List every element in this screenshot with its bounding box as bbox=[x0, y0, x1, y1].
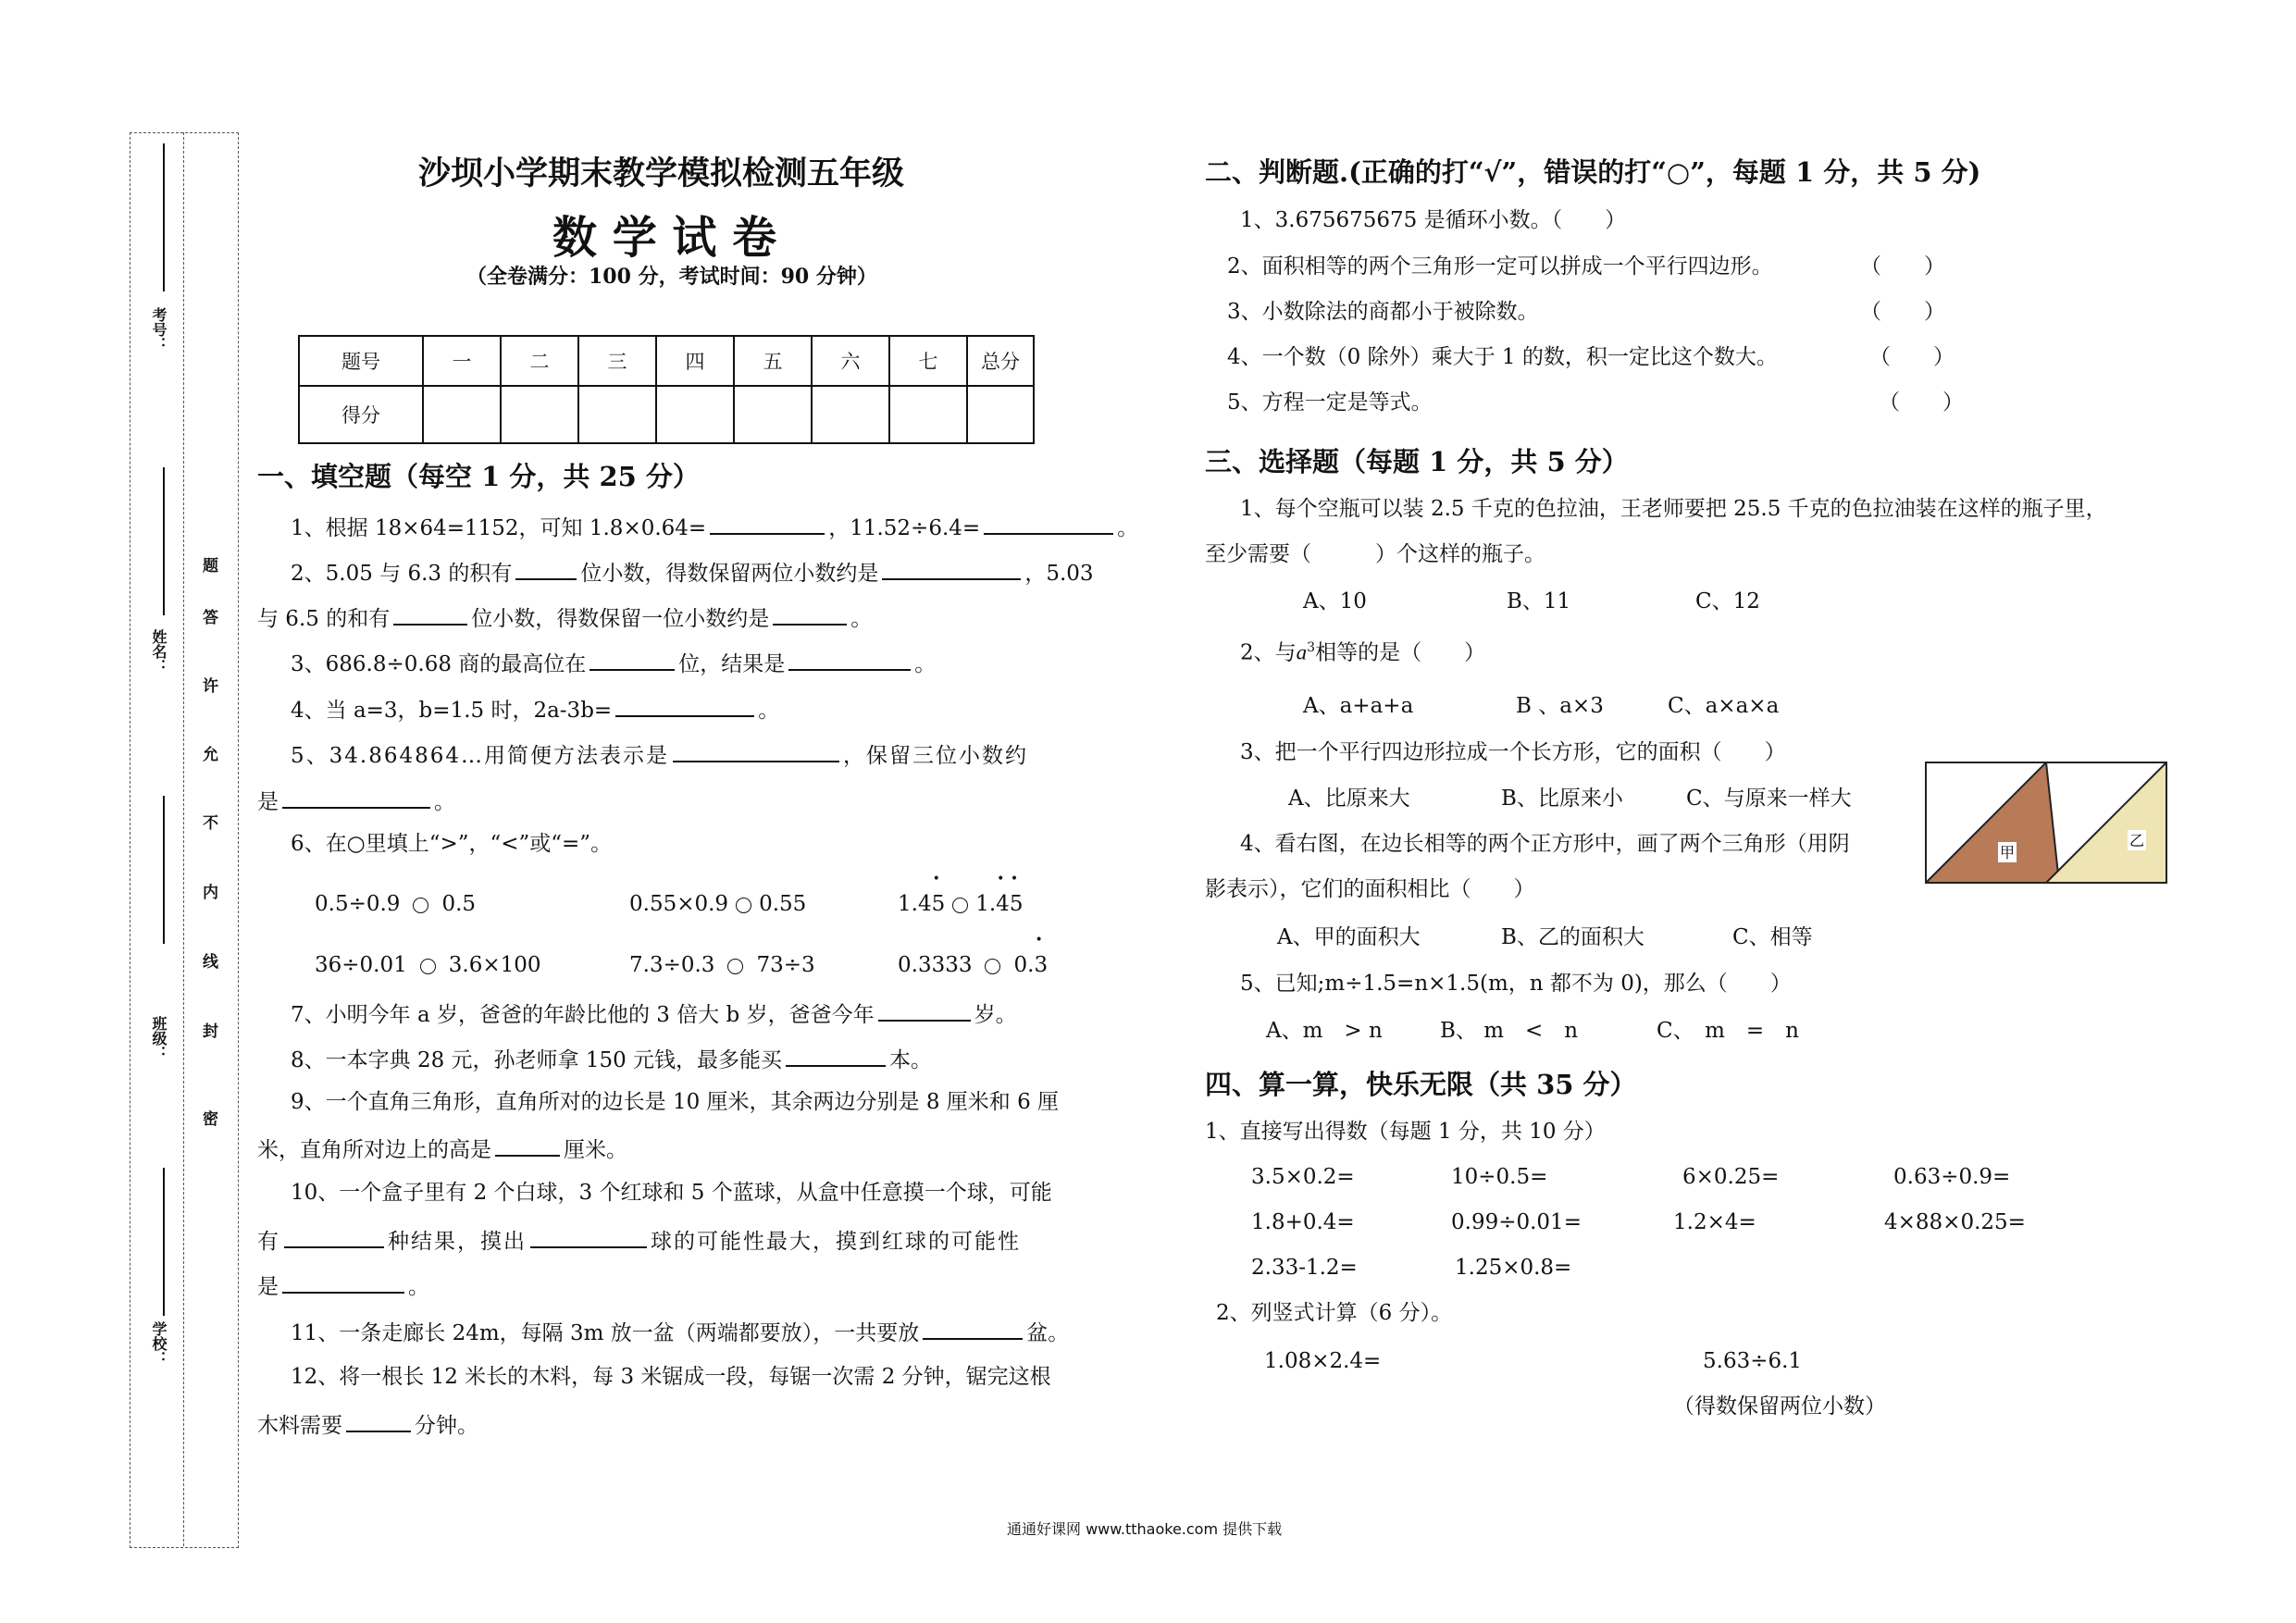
seal-char: 题 bbox=[199, 557, 217, 573]
choice-question-3: 3、把一个平行四边形拉成一个长方形，它的面积（ ） bbox=[1240, 740, 1786, 764]
choice-option[interactable]: C、12 bbox=[1695, 589, 1760, 613]
binding-fold-line bbox=[183, 132, 240, 1546]
paper-subtitle: （全卷满分：100 分，考试时间：90 分钟） bbox=[466, 265, 877, 289]
text: 0.5 bbox=[441, 892, 477, 916]
judge-item: 3、小数除法的商都小于被除数。 bbox=[1227, 300, 1539, 324]
text: 7、小明今年 a 岁，爸爸的年龄比他的 3 倍大 b 岁，爸爸今年 bbox=[291, 1003, 875, 1027]
score-table-header-row bbox=[299, 336, 1034, 386]
school-title: 沙坝小学期末教学模拟检测五年级 bbox=[418, 155, 905, 192]
choice-option[interactable]: A、10 bbox=[1303, 589, 1367, 613]
choice-question-4-cont: 影表示），它们的面积相比（ ） bbox=[1205, 877, 1535, 901]
table-header: 三 bbox=[578, 336, 656, 386]
question-1-8 bbox=[291, 1045, 932, 1072]
text: 是 bbox=[257, 1275, 279, 1299]
choice-option[interactable]: A、a+a+a bbox=[1303, 694, 1414, 718]
choice-option[interactable]: B、比原来小 bbox=[1501, 787, 1623, 811]
calc-item: 10÷0.5= bbox=[1451, 1165, 1548, 1189]
seal-char: 不 bbox=[199, 814, 217, 830]
seal-char: 封 bbox=[199, 1022, 217, 1038]
paper-title: 数 学 试 卷 bbox=[552, 212, 777, 264]
choice-question-2 bbox=[1240, 640, 1485, 665]
text: 分钟。 bbox=[415, 1414, 478, 1438]
text: 73÷3 bbox=[756, 953, 815, 977]
choice-question-5: 5、已知;m÷1.5=n×1.5(m，n 都不为 0)，那么（ ） bbox=[1240, 972, 1792, 996]
seal-char: 线 bbox=[199, 953, 217, 969]
answer-blank[interactable] bbox=[788, 649, 911, 671]
judge-item: 2、面积相等的两个三角形一定可以拼成一个平行四边形。 bbox=[1227, 254, 1773, 279]
footer-credit: 通通好课网 www.tthaoke.com 提供下载 bbox=[1007, 1520, 1283, 1538]
text: 11、一条走廊长 24m，每隔 3m 放一盆（两端都要放），一共要放 bbox=[291, 1321, 920, 1345]
text: 0.3333 bbox=[898, 953, 973, 977]
compare-circle[interactable] bbox=[952, 898, 968, 913]
table-header: 总分 bbox=[967, 336, 1034, 386]
choice-option[interactable]: A、甲的面积大 bbox=[1277, 925, 1421, 949]
question-1-12: 12、将一根长 12 米长的木料，每 3 米锯成一段，每锯一次需 2 分钟，锯完这根 bbox=[291, 1365, 1051, 1389]
table-header: 题号 bbox=[299, 336, 423, 386]
answer-blank[interactable] bbox=[393, 603, 467, 626]
text: 3.6×100 bbox=[448, 953, 541, 977]
calc-item: 2.33-1.2= bbox=[1251, 1256, 1358, 1280]
text: ，保留三位小数约 bbox=[843, 744, 1029, 768]
text: 2、与 bbox=[1240, 640, 1297, 665]
compare-item bbox=[629, 892, 806, 916]
text: 球的可能性最大，摸到红球的可能性 bbox=[651, 1230, 1021, 1254]
variable: a bbox=[1296, 640, 1308, 664]
text: ，5.03 bbox=[1024, 562, 1094, 586]
calc-item: 0.99÷0.01= bbox=[1451, 1210, 1582, 1234]
compare-circle[interactable] bbox=[736, 898, 751, 913]
vertical-calc-2: 5.63÷6.1 bbox=[1703, 1349, 1803, 1373]
seal-char: 许 bbox=[199, 677, 217, 693]
choice-option[interactable]: B 、a×3 bbox=[1516, 694, 1604, 718]
text: 。 bbox=[408, 1275, 429, 1299]
score-cell[interactable] bbox=[967, 386, 1034, 443]
text: 3、686.8÷0.68 商的最高位在 bbox=[291, 652, 587, 676]
score-cell[interactable] bbox=[656, 386, 734, 443]
text: 7.3÷0.3 bbox=[629, 953, 715, 977]
calc-item: 1.2×4= bbox=[1673, 1210, 1756, 1234]
question-1-6: 6、在○里填上“>”，“<”或“=”。 bbox=[291, 832, 613, 856]
text: 位小数，得数保留一位小数约是 bbox=[471, 607, 770, 631]
name-field[interactable] bbox=[163, 467, 165, 615]
calc-item: 6×0.25= bbox=[1682, 1165, 1780, 1189]
answer-blank[interactable] bbox=[673, 740, 839, 762]
score-cell[interactable] bbox=[812, 386, 889, 443]
question-1-1 bbox=[291, 513, 1138, 540]
text: 与 6.5 的和有 bbox=[257, 607, 391, 631]
text: 厘米。 bbox=[564, 1138, 627, 1162]
judge-item: 5、方程一定是等式。 bbox=[1227, 390, 1433, 415]
text: 1. bbox=[975, 892, 997, 916]
row-label: 得分 bbox=[299, 386, 423, 443]
judge-paren[interactable]: （ ） bbox=[1860, 300, 1945, 324]
choice-option[interactable]: A、m > n bbox=[1266, 1019, 1383, 1043]
compare-item bbox=[315, 892, 476, 916]
text: 2、5.05 与 6.3 的积有 bbox=[291, 562, 513, 586]
text: 种结果，摸出 bbox=[388, 1230, 527, 1254]
text: 8、一本字典 28 元，孙老师拿 150 元钱，最多能买 bbox=[291, 1048, 783, 1072]
compare-circle[interactable] bbox=[985, 959, 1000, 974]
text: 0.5÷0.9 bbox=[315, 892, 401, 916]
answer-blank[interactable] bbox=[710, 513, 825, 535]
answer-blank[interactable] bbox=[530, 1226, 647, 1248]
question-1-5-cont bbox=[257, 787, 455, 814]
answer-blank[interactable] bbox=[615, 695, 754, 717]
vertical-calc-1: 1.08×2.4= bbox=[1264, 1349, 1382, 1373]
choice-option[interactable]: B、乙的面积大 bbox=[1501, 925, 1644, 949]
judge-paren[interactable]: （ ） bbox=[1869, 345, 1955, 369]
score-cell[interactable] bbox=[889, 386, 967, 443]
answer-blank[interactable] bbox=[882, 558, 1021, 580]
choice-option[interactable]: A、比原来大 bbox=[1288, 787, 1410, 811]
repeating-digit: • 5 bbox=[1010, 892, 1024, 916]
judge-paren[interactable]: （ ） bbox=[1860, 254, 1945, 279]
class-label: 班级： bbox=[150, 1016, 168, 1060]
compare-circle[interactable] bbox=[727, 959, 743, 974]
question-1-11 bbox=[291, 1318, 1069, 1345]
compare-item bbox=[898, 953, 1048, 977]
text: 0.55 bbox=[759, 892, 807, 916]
calc-item: 3.5×0.2= bbox=[1251, 1165, 1355, 1189]
calc-item: 4×88×0.25= bbox=[1884, 1210, 2026, 1234]
text: 0. bbox=[1013, 953, 1035, 977]
text: ，11.52÷6.4= bbox=[828, 516, 981, 540]
seal-char: 允 bbox=[199, 746, 217, 762]
table-header: 四 bbox=[656, 336, 734, 386]
table-header: 五 bbox=[734, 336, 812, 386]
section-4-sub-2: 2、列竖式计算（6 分）。 bbox=[1216, 1301, 1453, 1325]
answer-blank[interactable] bbox=[495, 1134, 560, 1157]
choice-question-1-cont: 至少需要（ ）个这样的瓶子。 bbox=[1205, 542, 1545, 566]
question-1-7 bbox=[291, 999, 1017, 1027]
question-1-4 bbox=[291, 695, 779, 723]
text: 本。 bbox=[889, 1048, 933, 1072]
name-label: 姓名： bbox=[150, 629, 168, 674]
judge-paren[interactable]: （ ） bbox=[1879, 390, 1964, 415]
exam-no-label: 考号： bbox=[150, 307, 168, 352]
question-1-10-cont2 bbox=[257, 1271, 429, 1299]
choice-question-4: 4、看右图，在边长相等的两个正方形中，画了两个三角形（用阴 bbox=[1240, 832, 1850, 856]
table-header: 七 bbox=[889, 336, 967, 386]
calc-item: 0.63÷0.9= bbox=[1893, 1165, 2011, 1189]
table-header: 一 bbox=[423, 336, 501, 386]
repeating-digit: • 5 bbox=[932, 892, 946, 916]
school-field[interactable] bbox=[163, 1168, 165, 1316]
answer-blank[interactable] bbox=[984, 513, 1113, 535]
question-1-2-cont bbox=[257, 603, 872, 631]
compare-circle[interactable] bbox=[413, 898, 428, 913]
judge-item: 1、3.675675675 是循环小数。（ ） bbox=[1240, 208, 1627, 232]
calc-item: 1.8+0.4= bbox=[1251, 1210, 1355, 1234]
text: 米，直角所对边上的高是 bbox=[257, 1138, 491, 1162]
compare-item bbox=[629, 953, 815, 977]
score-table-row bbox=[299, 386, 1034, 443]
text: 4、当 a=3，b=1.5 时，2a-3b= bbox=[291, 699, 613, 723]
vertical-calc-2-note: （得数保留两位小数） bbox=[1673, 1394, 1886, 1419]
choice-option[interactable]: C、与原来一样大 bbox=[1686, 787, 1852, 811]
score-cell[interactable] bbox=[423, 386, 501, 443]
text: 有 bbox=[257, 1230, 280, 1254]
text: 36÷0.01 bbox=[315, 953, 407, 977]
text: 。 bbox=[434, 790, 455, 814]
text: 。 bbox=[758, 699, 780, 723]
score-cell[interactable] bbox=[501, 386, 578, 443]
question-1-9-cont bbox=[257, 1134, 627, 1162]
text: 相等的是（ ） bbox=[1315, 640, 1486, 665]
choice-option[interactable]: C、相等 bbox=[1732, 925, 1813, 949]
section-4-sub-1: 1、直接写出得数（每题 1 分，共 10 分） bbox=[1205, 1120, 1606, 1144]
section-4-title: 四、算一算，快乐无限（共 35 分） bbox=[1205, 1069, 1637, 1100]
seal-char: 密 bbox=[199, 1110, 217, 1126]
section-3-title: 三、选择题（每题 1 分，共 5 分） bbox=[1205, 446, 1629, 477]
seal-char: 内 bbox=[199, 884, 217, 899]
text: 。 bbox=[850, 607, 873, 631]
text: 。 bbox=[914, 652, 937, 676]
answer-blank[interactable] bbox=[773, 603, 847, 626]
text: 5、34.864864…用简便方法表示是 bbox=[291, 744, 670, 768]
compare-item bbox=[315, 953, 541, 977]
triangle-squares-diagram bbox=[1925, 762, 2167, 884]
score-table bbox=[298, 335, 1035, 444]
choice-option[interactable]: B、 m < n bbox=[1440, 1019, 1579, 1043]
question-1-10-cont bbox=[257, 1226, 1021, 1254]
question-1-10: 10、一个盒子里有 2 个白球，3 个红球和 5 个蓝球，从盒中任意摸一个球，可能 bbox=[291, 1181, 1052, 1205]
answer-blank[interactable] bbox=[878, 999, 971, 1022]
question-1-3 bbox=[291, 649, 936, 676]
calc-item: 1.25×0.8= bbox=[1455, 1256, 1572, 1280]
choice-option[interactable]: B、11 bbox=[1507, 589, 1571, 613]
table-header: 六 bbox=[812, 336, 889, 386]
label-yi: 乙 bbox=[2128, 832, 2145, 849]
text: 木料需要 bbox=[257, 1414, 342, 1438]
text: 岁。 bbox=[974, 1003, 1017, 1027]
answer-blank[interactable] bbox=[282, 1271, 404, 1294]
label-jia: 甲 bbox=[1999, 844, 2016, 861]
repeating-digit: • 3 bbox=[1034, 953, 1048, 977]
choice-option[interactable]: C、a×a×a bbox=[1668, 694, 1780, 718]
school-label: 学校： bbox=[150, 1321, 168, 1366]
repeating-digit: • 4 bbox=[996, 892, 1010, 916]
answer-blank[interactable] bbox=[590, 649, 675, 671]
seal-char: 答 bbox=[199, 609, 217, 625]
text: 。 bbox=[1117, 516, 1139, 540]
section-1-title: 一、填空题（每空 1 分，共 25 分） bbox=[257, 461, 700, 492]
section-2-title: 二、判断题.(正确的打“√”，错误的打“○”，每题 1 分，共 5 分) bbox=[1205, 156, 1981, 188]
question-1-5 bbox=[291, 740, 1028, 768]
exponent: 3 bbox=[1307, 640, 1316, 655]
table-header: 二 bbox=[501, 336, 578, 386]
question-1-2 bbox=[291, 558, 1094, 586]
text: 盆。 bbox=[1026, 1321, 1070, 1345]
answer-blank[interactable] bbox=[346, 1410, 411, 1432]
question-1-9: 9、一个直角三角形，直角所对的边长是 10 厘米，其余两边分别是 8 厘米和 6 厘 bbox=[291, 1090, 1060, 1114]
answer-blank[interactable] bbox=[786, 1045, 886, 1067]
text: 1.4 bbox=[898, 892, 932, 916]
answer-blank[interactable] bbox=[284, 1226, 384, 1248]
judge-item: 4、一个数（0 除外）乘大于 1 的数，积一定比这个数大。 bbox=[1227, 345, 1778, 369]
answer-blank[interactable] bbox=[515, 558, 577, 580]
question-1-12-cont bbox=[257, 1410, 478, 1438]
text: 1、根据 18×64=1152，可知 1.8×0.64= bbox=[291, 516, 707, 540]
choice-option[interactable]: C、 m = n bbox=[1657, 1019, 1799, 1043]
score-cell[interactable] bbox=[734, 386, 812, 443]
compare-item bbox=[898, 892, 1023, 916]
choice-question-1: 1、每个空瓶可以装 2.5 千克的色拉油，王老师要把 25.5 千克的色拉油装在这样的瓶子里， bbox=[1240, 497, 2107, 521]
exam-no-field[interactable] bbox=[163, 143, 165, 291]
text: 0.55×0.9 bbox=[629, 892, 729, 916]
compare-circle[interactable] bbox=[420, 959, 436, 974]
answer-blank[interactable] bbox=[282, 787, 430, 809]
answer-blank[interactable] bbox=[923, 1318, 1023, 1340]
score-cell[interactable] bbox=[578, 386, 656, 443]
text: 位，结果是 bbox=[678, 652, 786, 676]
text: 是 bbox=[257, 790, 279, 814]
text: 位小数，得数保留两位小数约是 bbox=[580, 562, 879, 586]
class-field[interactable] bbox=[163, 796, 165, 944]
